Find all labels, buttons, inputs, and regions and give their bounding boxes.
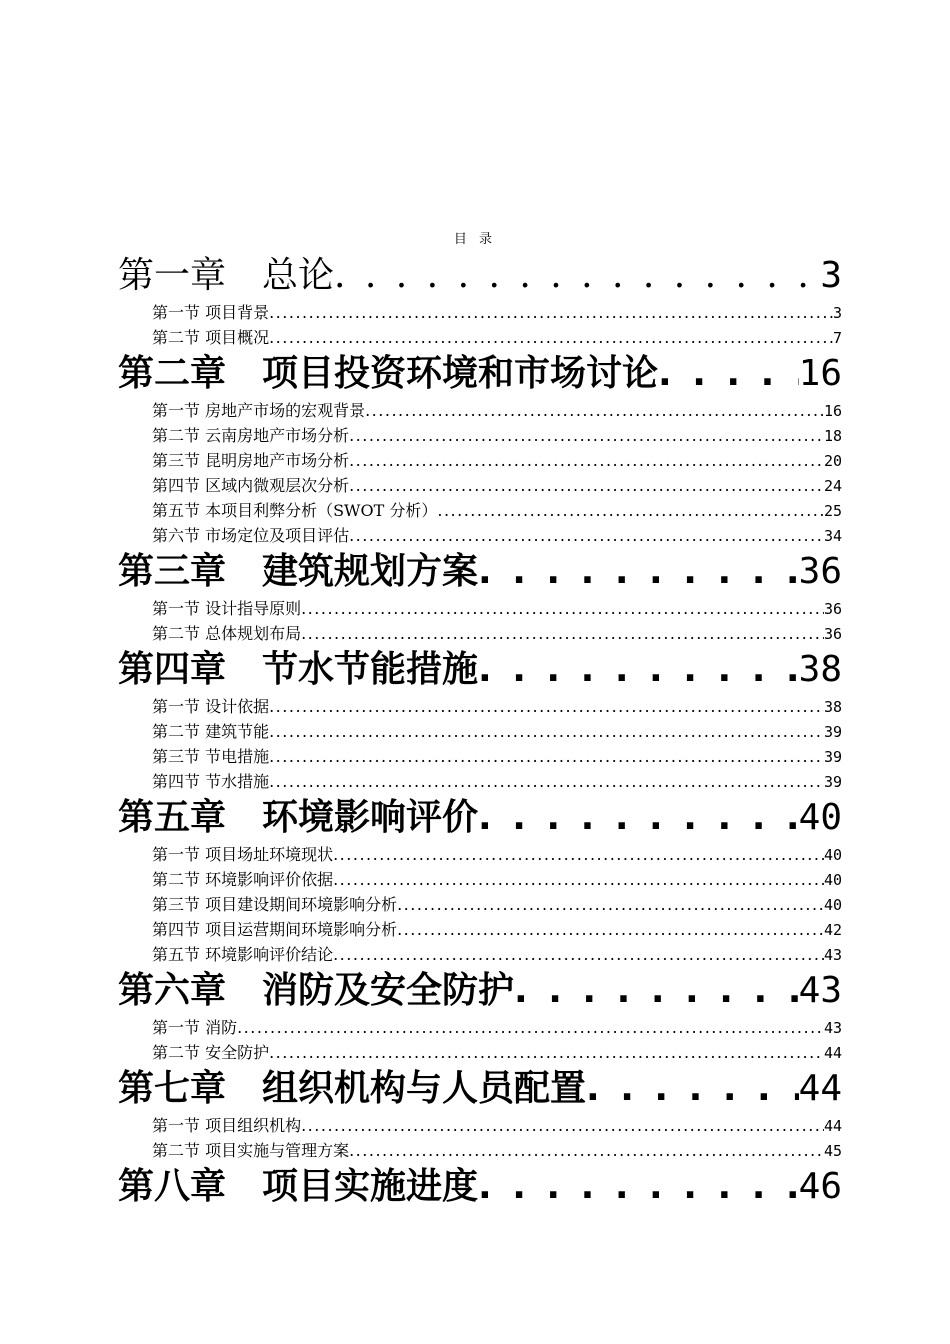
toc-chapter-entry[interactable] xyxy=(118,1163,842,1211)
toc-section-entry[interactable] xyxy=(118,719,842,744)
toc-section-entry-page-number: 44 xyxy=(823,1044,842,1062)
dot-leader xyxy=(269,744,824,769)
dot-leader xyxy=(478,1163,799,1211)
dot-leader xyxy=(478,646,799,694)
toc-chapter-entry-page-number: 46 xyxy=(798,1166,842,1207)
toc-section-entry-label: 第二节 项目概况 xyxy=(152,328,270,347)
toc-section-entry[interactable] xyxy=(118,621,842,646)
toc-section-entry-label: 第一节 项目背景 xyxy=(152,303,270,322)
toc-section-entry[interactable] xyxy=(118,596,842,621)
toc-section-entry-label: 第一节 房地产市场的宏观背景 xyxy=(152,401,366,420)
toc-section-entry-page-number: 39 xyxy=(823,773,842,791)
toc-section-entry[interactable] xyxy=(118,867,842,892)
toc-chapter-entry[interactable] xyxy=(118,794,842,842)
toc-chapter-entry-label: 第二章 项目投资环境和市场讨论 xyxy=(118,353,659,394)
toc-chapter-entry-label: 第五章 环境影响评价 xyxy=(118,797,479,838)
dot-leader xyxy=(437,498,824,523)
toc-section-entry-page-number: 3 xyxy=(832,304,842,322)
dot-leader xyxy=(333,842,824,867)
dot-leader xyxy=(269,719,824,744)
toc-section-entry-page-number: 36 xyxy=(823,600,842,618)
dot-leader xyxy=(349,448,824,473)
toc-section-entry-label: 第三节 节电措施 xyxy=(152,747,270,766)
dot-leader xyxy=(334,252,820,300)
toc-chapter-entry-page-number: 43 xyxy=(798,970,842,1011)
toc-section-entry-page-number: 44 xyxy=(823,1117,842,1135)
toc-section-entry-page-number: 40 xyxy=(823,846,842,864)
toc-section-entry-label: 第二节 安全防护 xyxy=(152,1043,270,1062)
toc-section-entry-label: 第三节 项目建设期间环境影响分析 xyxy=(152,895,398,914)
dot-leader xyxy=(333,942,824,967)
dot-leader xyxy=(349,473,824,498)
toc-chapter-entry-page-number: 3 xyxy=(820,255,842,296)
toc-section-entry[interactable] xyxy=(118,1040,842,1065)
toc-chapter-entry-label: 第六章 消防及安全防护 xyxy=(118,970,515,1011)
dot-leader xyxy=(269,694,824,719)
toc-section-entry[interactable] xyxy=(118,917,842,942)
toc-chapter-entry-label: 第三章 建筑规划方案 xyxy=(118,551,479,592)
toc-section-entry-page-number: 45 xyxy=(823,1142,842,1160)
toc-section-entry[interactable] xyxy=(118,423,842,448)
toc-section-entry-page-number: 24 xyxy=(823,477,842,495)
toc-section-entry[interactable] xyxy=(118,498,842,523)
toc-section-entry-page-number: 7 xyxy=(832,329,842,347)
toc-section-entry-label: 第一节 项目场址环境现状 xyxy=(152,845,334,864)
toc-chapter-entry[interactable] xyxy=(118,646,842,694)
toc-chapter-entry-label: 第一章 总论 xyxy=(118,255,335,296)
toc-chapter-entry-label: 第七章 组织机构与人员配置 xyxy=(118,1068,587,1109)
toc-section-entry-page-number: 25 xyxy=(823,502,842,520)
dot-leader xyxy=(269,325,833,350)
toc-section-entry[interactable] xyxy=(118,1138,842,1163)
dot-leader xyxy=(658,350,799,398)
toc-chapter-entry-label: 第八章 项目实施进度 xyxy=(118,1166,479,1207)
toc-chapter-entry[interactable] xyxy=(118,548,842,596)
toc-section-entry-label: 第二节 总体规划布局 xyxy=(152,624,302,643)
toc-section-entry[interactable] xyxy=(118,325,842,350)
toc-section-entry[interactable] xyxy=(118,448,842,473)
toc-section-entry-page-number: 43 xyxy=(823,946,842,964)
toc-section-entry[interactable] xyxy=(118,942,842,967)
toc-chapter-entry[interactable] xyxy=(118,1065,842,1113)
dot-leader xyxy=(269,769,824,794)
dot-leader xyxy=(269,300,833,325)
dot-leader xyxy=(478,794,799,842)
toc-section-entry-label: 第三节 昆明房地产市场分析 xyxy=(152,451,350,470)
dot-leader xyxy=(397,917,824,942)
dot-leader xyxy=(349,523,824,548)
dot-leader xyxy=(301,621,824,646)
toc-section-entry-page-number: 38 xyxy=(823,698,842,716)
toc-section-entry-page-number: 40 xyxy=(823,871,842,889)
dot-leader xyxy=(514,967,799,1015)
toc-chapter-entry-page-number: 16 xyxy=(798,353,842,394)
toc-section-entry-page-number: 42 xyxy=(823,921,842,939)
toc-section-entry-page-number: 16 xyxy=(823,402,842,420)
table-of-contents xyxy=(118,252,842,1211)
dot-leader xyxy=(365,398,824,423)
dot-leader xyxy=(349,1138,824,1163)
toc-section-entry-page-number: 18 xyxy=(823,427,842,445)
toc-chapter-entry-page-number: 36 xyxy=(798,551,842,592)
toc-chapter-entry-label: 第四章 节水节能措施 xyxy=(118,649,479,690)
dot-leader xyxy=(333,867,824,892)
toc-section-entry-page-number: 43 xyxy=(823,1019,842,1037)
toc-section-entry[interactable] xyxy=(118,398,842,423)
toc-section-entry[interactable] xyxy=(118,694,842,719)
toc-section-entry[interactable] xyxy=(118,523,842,548)
dot-leader xyxy=(586,1065,799,1113)
toc-section-entry-label: 第二节 项目实施与管理方案 xyxy=(152,1141,350,1160)
toc-section-entry-label: 第二节 建筑节能 xyxy=(152,722,270,741)
toc-section-entry-label: 第六节 市场定位及项目评估 xyxy=(152,526,350,545)
dot-leader xyxy=(349,423,824,448)
toc-section-entry-page-number: 34 xyxy=(823,527,842,545)
toc-chapter-entry-page-number: 40 xyxy=(798,797,842,838)
toc-section-entry-page-number: 36 xyxy=(823,625,842,643)
toc-section-entry-label: 第一节 消防 xyxy=(152,1018,238,1037)
dot-leader xyxy=(301,596,824,621)
toc-section-entry-label: 第一节 项目组织机构 xyxy=(152,1116,302,1135)
toc-section-entry-label: 第四节 项目运营期间环境影响分析 xyxy=(152,920,398,939)
toc-section-entry-label: 第二节 环境影响评价依据 xyxy=(152,870,334,889)
toc-section-entry-label: 第四节 区域内微观层次分析 xyxy=(152,476,350,495)
toc-section-entry[interactable] xyxy=(118,1113,842,1138)
toc-section-entry[interactable] xyxy=(118,1015,842,1040)
toc-section-entry[interactable] xyxy=(118,744,842,769)
toc-section-entry-label: 第五节 本项目利弊分析（SWOT 分析） xyxy=(152,501,438,520)
dot-leader xyxy=(397,892,824,917)
toc-section-entry[interactable] xyxy=(118,769,842,794)
toc-section-entry-label: 第一节 设计依据 xyxy=(152,697,270,716)
toc-chapter-entry[interactable] xyxy=(118,252,842,300)
toc-section-entry[interactable] xyxy=(118,892,842,917)
toc-section-entry-label: 第五节 环境影响评价结论 xyxy=(152,945,334,964)
toc-section-entry[interactable] xyxy=(118,473,842,498)
toc-title: 目 录 xyxy=(453,232,497,247)
toc-chapter-entry[interactable] xyxy=(118,350,842,398)
toc-chapter-entry-page-number: 38 xyxy=(798,649,842,690)
dot-leader xyxy=(237,1015,824,1040)
toc-section-entry-page-number: 39 xyxy=(823,723,842,741)
toc-section-entry-page-number: 40 xyxy=(823,896,842,914)
toc-section-entry-label: 第二节 云南房地产市场分析 xyxy=(152,426,350,445)
dot-leader xyxy=(478,548,799,596)
dot-leader xyxy=(301,1113,824,1138)
toc-section-entry-page-number: 20 xyxy=(823,452,842,470)
toc-section-entry-page-number: 39 xyxy=(823,748,842,766)
dot-leader xyxy=(269,1040,824,1065)
toc-chapter-entry-page-number: 44 xyxy=(798,1068,842,1109)
toc-chapter-entry[interactable] xyxy=(118,967,842,1015)
toc-section-entry[interactable] xyxy=(118,300,842,325)
toc-section-entry[interactable] xyxy=(118,842,842,867)
toc-section-entry-label: 第四节 节水措施 xyxy=(152,772,270,791)
toc-section-entry-label: 第一节 设计指导原则 xyxy=(152,599,302,618)
